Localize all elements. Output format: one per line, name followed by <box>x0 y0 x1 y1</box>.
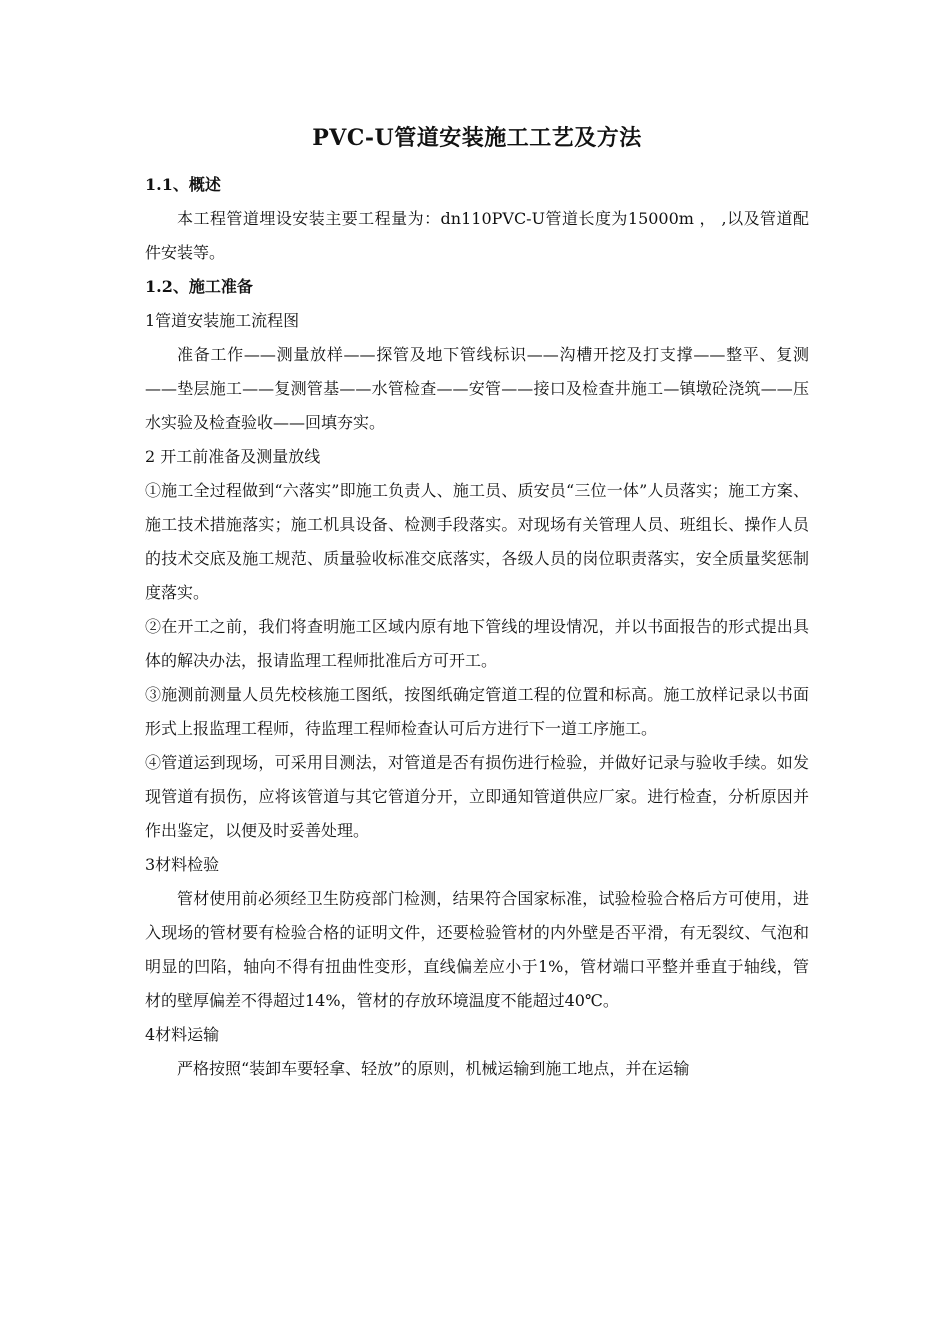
section-heading-preparation: 1.2、施工准备 <box>145 277 253 296</box>
document-title: PVC-U管道安装施工工艺及方法 <box>312 125 642 151</box>
list-item-3: ③施测前测量人员先校核施工图纸，按图纸确定管道工程的位置和标高。施工放样记录以书面形式上报监理工程师，待监理工程师检查认可后方进行下一道工序施工。 <box>145 685 809 738</box>
subheading-pre-construction: 2 开工前准备及测量放线 <box>145 447 321 466</box>
flowchart-paragraph: 准备工作——测量放样——探管及地下管线标识——沟槽开挖及打支撑——整平、复测——垫层施工——复测管基——水管检查——安管——接口及检查井施工—镇墩砼浇筑——压水实验及检查验收——回填夯实。 <box>145 345 809 432</box>
document-page <box>145 118 809 1086</box>
list-item-4: ④管道运到现场，可采用目测法，对管道是否有损伤进行检验，并做好记录与验收手续。如发现管道有损伤，应将该管道与其它管道分开，立即通知管道供应厂家。进行检查，分析原因并作出鉴定，以便及时妥善处理。 <box>145 753 809 840</box>
list-item-2: ②在开工之前，我们将查明施工区域内原有地下管线的埋设情况，并以书面报告的形式提出具体的解决办法，报请监理工程师批准后方可开工。 <box>145 617 809 670</box>
list-item-1: ①施工全过程做到“六落实”即施工负责人、施工员、质安员“三位一体”人员落实；施工方案、施工技术措施落实；施工机具设备、检测手段落实。对现场有关管理人员、班组长、操作人员的技术交底及施工规范、质量验收标准交底落实，各级人员的岗位职责落实，安全质量奖惩制度落实。 <box>145 481 809 602</box>
material-inspection-paragraph: 管材使用前必须经卫生防疫部门检测，结果符合国家标准，试验检验合格后方可使用，进入现场的管材要有检验合格的证明文件，还要检验管材的内外壁是否平滑，有无裂纹、气泡和明显的凹陷，轴向不得有扭曲性变形，直线偏差应小于1%，管材端口平整并垂直于轴线，管材的壁厚偏差不得超过14%，管材的存放环境温度不能超过40℃。 <box>145 889 809 1010</box>
section-heading-overview: 1.1、概述 <box>145 175 221 194</box>
overview-paragraph: 本工程管道埋设安装主要工程量为：dn110PVC-U管道长度为15000m ， ,以及管道配件安装等。 <box>145 209 809 262</box>
material-transport-paragraph: 严格按照“装卸车要轻拿、轻放”的原则，机械运输到施工地点，并在运输 <box>177 1059 690 1078</box>
subheading-material-transport: 4材料运输 <box>145 1025 220 1044</box>
subheading-flowchart: 1管道安装施工流程图 <box>145 311 300 330</box>
subheading-material-inspection: 3材料检验 <box>145 855 220 874</box>
